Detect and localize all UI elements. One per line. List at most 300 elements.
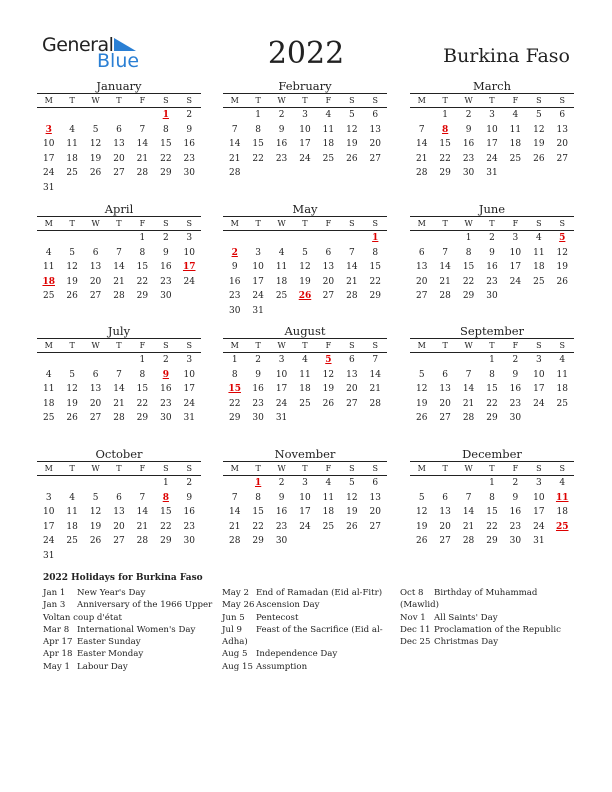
empty-cell bbox=[154, 549, 177, 564]
holiday-date: Aug 15 bbox=[222, 661, 253, 672]
day-cell: 3 bbox=[535, 478, 542, 488]
day-cell: 6 bbox=[442, 369, 448, 380]
day-cell: 23 bbox=[252, 398, 264, 409]
day-cell: 30 bbox=[486, 291, 498, 302]
week-row bbox=[37, 181, 201, 196]
empty-cell bbox=[107, 353, 130, 368]
weekday-label: W bbox=[464, 219, 473, 228]
empty-cell bbox=[37, 108, 60, 123]
weekday-label: F bbox=[512, 341, 519, 350]
day-cell: 14 bbox=[415, 139, 428, 150]
day-cell: 19 bbox=[89, 521, 102, 532]
day-cell: 12 bbox=[322, 369, 335, 380]
week-row bbox=[410, 382, 574, 397]
holiday-name: Easter Sunday bbox=[77, 637, 141, 648]
empty-cell bbox=[293, 534, 316, 549]
day-cell: 30 bbox=[509, 536, 522, 547]
day-cell: 27 bbox=[89, 413, 102, 424]
month-february bbox=[223, 79, 387, 181]
week-row bbox=[410, 397, 574, 412]
day-cell: 14 bbox=[113, 262, 125, 273]
day-cell: 29 bbox=[462, 291, 475, 302]
day-cell: 18 bbox=[322, 139, 335, 150]
day-cell: 13 bbox=[369, 124, 381, 135]
day-cell: 22 bbox=[369, 276, 381, 287]
day-cell: 23 bbox=[509, 398, 522, 409]
weekday-header bbox=[37, 217, 201, 231]
day-cell: 11 bbox=[322, 124, 335, 135]
day-cell: 21 bbox=[369, 384, 381, 395]
empty-cell bbox=[60, 476, 83, 491]
week-row bbox=[410, 491, 574, 506]
month-april bbox=[37, 202, 201, 304]
day-cell: 21 bbox=[136, 153, 149, 164]
week-row bbox=[223, 505, 387, 520]
day-cell: 26 bbox=[89, 536, 102, 547]
month-september bbox=[410, 324, 574, 426]
day-cell: 20 bbox=[439, 521, 451, 532]
day-cell: 8 bbox=[255, 492, 261, 503]
day-cell: 29 bbox=[160, 168, 172, 179]
day-cell: 9 bbox=[186, 124, 193, 135]
weekday-label: S bbox=[349, 341, 355, 350]
weekday-label: S bbox=[536, 341, 542, 350]
day-cell: 24 bbox=[299, 153, 311, 164]
holiday-item bbox=[222, 661, 397, 673]
weekday-label: T bbox=[442, 341, 448, 350]
day-cell: 9 bbox=[278, 124, 285, 135]
day-cell: 7 bbox=[465, 369, 472, 380]
holiday-date: Nov 1 bbox=[400, 612, 426, 623]
day-cell: 16 bbox=[486, 262, 498, 273]
weekday-label: W bbox=[277, 96, 286, 105]
day-cell: 31 bbox=[183, 413, 195, 424]
day-cell: 29 bbox=[486, 413, 498, 424]
day-cell: 5 bbox=[418, 492, 425, 503]
day-cell: 28 bbox=[113, 413, 125, 424]
day-cell: 27 bbox=[322, 291, 335, 302]
day-cell: 2 bbox=[512, 355, 519, 365]
weekday-header bbox=[37, 462, 201, 476]
day-cell: 14 bbox=[136, 507, 149, 518]
day-cell: 10 bbox=[183, 369, 195, 380]
day-cell: 4 bbox=[45, 247, 52, 258]
day-cell: 4 bbox=[559, 355, 566, 365]
month-november bbox=[223, 447, 387, 549]
week-row bbox=[223, 382, 387, 397]
empty-cell bbox=[457, 353, 480, 368]
day-cell: 7 bbox=[231, 492, 238, 503]
day-cell: 21 bbox=[113, 276, 125, 287]
empty-cell bbox=[270, 304, 293, 319]
weekday-label: S bbox=[186, 341, 192, 350]
day-cell: 5 bbox=[535, 110, 542, 120]
day-cell: 26 bbox=[66, 291, 78, 302]
holiday-item bbox=[222, 624, 397, 649]
holiday-date: May 26 bbox=[222, 600, 255, 611]
day-cell: 1 bbox=[139, 355, 146, 365]
holiday-item bbox=[222, 612, 397, 624]
day-cell: 6 bbox=[372, 478, 379, 488]
weekday-header bbox=[223, 94, 387, 108]
holiday-day: 8 bbox=[442, 124, 449, 135]
holiday-name: Assumption bbox=[256, 661, 308, 672]
holiday-date: Oct 8 bbox=[400, 588, 424, 598]
day-cell: 16 bbox=[160, 384, 172, 395]
day-cell: 1 bbox=[162, 478, 169, 488]
day-cell: 10 bbox=[299, 124, 311, 135]
month-title: August bbox=[223, 324, 387, 339]
holiday-date: Jul 9 bbox=[222, 624, 242, 635]
week-row bbox=[223, 304, 387, 319]
weekday-label: T bbox=[116, 464, 122, 473]
day-cell: 29 bbox=[228, 413, 241, 424]
day-cell: 7 bbox=[465, 492, 472, 503]
day-cell: 30 bbox=[183, 536, 195, 547]
day-cell: 6 bbox=[372, 110, 379, 120]
week-row bbox=[223, 353, 387, 368]
weekday-label: S bbox=[186, 96, 192, 105]
weekday-header bbox=[410, 94, 574, 108]
empty-cell bbox=[131, 476, 154, 491]
day-cell: 20 bbox=[415, 276, 428, 287]
week-row bbox=[37, 382, 201, 397]
weekday-label: M bbox=[230, 464, 239, 473]
day-cell: 17 bbox=[533, 384, 545, 395]
logo-text-blue: Blue bbox=[97, 50, 140, 72]
weekday-label: W bbox=[91, 96, 100, 105]
empty-cell bbox=[270, 166, 293, 181]
empty-cell bbox=[457, 476, 480, 491]
day-cell: 26 bbox=[322, 398, 335, 409]
day-cell: 5 bbox=[348, 478, 355, 488]
day-cell: 2 bbox=[278, 110, 285, 120]
day-cell: 23 bbox=[462, 153, 475, 164]
month-title: June bbox=[410, 202, 574, 217]
holiday-date: Jan 3 bbox=[43, 600, 66, 611]
day-cell: 13 bbox=[89, 384, 102, 395]
empty-cell bbox=[504, 166, 527, 181]
day-cell: 7 bbox=[231, 124, 238, 135]
week-row bbox=[410, 123, 574, 138]
day-cell: 7 bbox=[442, 247, 448, 258]
day-cell: 6 bbox=[116, 492, 122, 503]
day-cell: 11 bbox=[66, 507, 78, 518]
day-cell: 7 bbox=[139, 492, 146, 503]
day-cell: 5 bbox=[348, 110, 355, 120]
day-cell: 8 bbox=[372, 247, 379, 258]
day-cell: 20 bbox=[89, 276, 102, 287]
day-cell: 3 bbox=[512, 233, 519, 243]
day-cell: 5 bbox=[69, 369, 75, 380]
day-cell: 1 bbox=[231, 355, 238, 365]
holiday-date: May 2 bbox=[222, 588, 249, 598]
weekday-label: T bbox=[302, 464, 308, 473]
weekday-label: W bbox=[464, 96, 473, 105]
holiday-day: 17 bbox=[182, 262, 196, 273]
day-cell: 23 bbox=[160, 276, 172, 287]
day-cell: 19 bbox=[89, 153, 102, 164]
empty-cell bbox=[107, 231, 130, 246]
day-cell: 11 bbox=[556, 369, 568, 380]
day-cell: 11 bbox=[509, 124, 522, 135]
day-cell: 17 bbox=[299, 507, 311, 518]
empty-cell bbox=[527, 289, 550, 304]
weekday-label: W bbox=[91, 219, 100, 228]
day-cell: 30 bbox=[462, 168, 475, 179]
day-cell: 23 bbox=[275, 521, 288, 532]
day-cell: 30 bbox=[252, 413, 264, 424]
day-cell: 25 bbox=[299, 398, 311, 409]
empty-cell bbox=[246, 166, 269, 181]
empty-cell bbox=[60, 108, 83, 123]
day-cell: 12 bbox=[415, 384, 428, 395]
holiday-column bbox=[400, 587, 575, 648]
weekday-label: W bbox=[91, 464, 100, 473]
day-cell: 11 bbox=[42, 384, 55, 395]
week-row bbox=[223, 491, 387, 506]
day-cell: 28 bbox=[136, 536, 149, 547]
day-cell: 21 bbox=[462, 521, 475, 532]
day-cell: 13 bbox=[113, 139, 125, 150]
weekday-label: W bbox=[464, 464, 473, 473]
day-cell: 17 bbox=[275, 384, 288, 395]
weekday-header bbox=[37, 339, 201, 353]
weekday-label: S bbox=[372, 341, 378, 350]
holiday-date: Apr 18 bbox=[43, 649, 73, 660]
week-row bbox=[410, 411, 574, 426]
day-cell: 26 bbox=[533, 153, 545, 164]
empty-cell bbox=[270, 231, 293, 246]
day-cell: 19 bbox=[66, 276, 78, 287]
week-row bbox=[223, 108, 387, 123]
weekday-label: T bbox=[442, 464, 448, 473]
day-cell: 17 bbox=[533, 507, 545, 518]
day-cell: 21 bbox=[113, 398, 125, 409]
week-row bbox=[37, 476, 201, 491]
day-cell: 3 bbox=[302, 110, 308, 120]
day-cell: 7 bbox=[372, 355, 379, 365]
day-cell: 25 bbox=[275, 291, 288, 302]
weekday-label: M bbox=[417, 219, 426, 228]
day-cell: 2 bbox=[278, 478, 285, 488]
day-cell: 1 bbox=[442, 110, 448, 120]
day-cell: 11 bbox=[66, 139, 78, 150]
week-row bbox=[223, 534, 387, 549]
holiday-name: Independence Day bbox=[256, 649, 338, 660]
week-row bbox=[223, 368, 387, 383]
week-row bbox=[223, 476, 387, 491]
month-title: September bbox=[410, 324, 574, 339]
empty-cell bbox=[84, 476, 107, 491]
empty-cell bbox=[60, 549, 83, 564]
day-cell: 1 bbox=[489, 478, 495, 488]
day-cell: 3 bbox=[45, 492, 52, 503]
empty-cell bbox=[433, 476, 456, 491]
day-cell: 31 bbox=[42, 182, 55, 193]
day-cell: 1 bbox=[465, 233, 472, 243]
day-cell: 18 bbox=[299, 384, 311, 395]
day-cell: 15 bbox=[252, 507, 264, 518]
day-cell: 13 bbox=[439, 384, 451, 395]
day-cell: 14 bbox=[439, 262, 451, 273]
empty-cell bbox=[154, 181, 177, 196]
weekday-label: F bbox=[512, 96, 519, 105]
month-title: May bbox=[223, 202, 387, 217]
day-cell: 30 bbox=[509, 413, 522, 424]
day-cell: 22 bbox=[486, 398, 498, 409]
day-cell: 17 bbox=[42, 521, 55, 532]
week-row bbox=[37, 368, 201, 383]
empty-cell bbox=[551, 289, 574, 304]
day-cell: 20 bbox=[346, 384, 358, 395]
day-cell: 15 bbox=[160, 139, 172, 150]
holiday-day: 2 bbox=[231, 247, 238, 258]
day-cell: 20 bbox=[439, 398, 451, 409]
weekday-label: F bbox=[139, 96, 146, 105]
weekday-label: T bbox=[255, 219, 261, 228]
weekday-label: S bbox=[349, 464, 355, 473]
day-cell: 26 bbox=[346, 521, 358, 532]
weekday-label: M bbox=[44, 464, 53, 473]
day-cell: 22 bbox=[228, 398, 241, 409]
weekday-label: S bbox=[559, 341, 565, 350]
empty-cell bbox=[60, 353, 83, 368]
holiday-date: May 1 bbox=[43, 661, 70, 672]
day-cell: 20 bbox=[113, 153, 125, 164]
weekday-label: T bbox=[489, 219, 495, 228]
day-cell: 9 bbox=[162, 247, 169, 258]
holiday-date: Jun 5 bbox=[222, 612, 245, 623]
day-cell: 19 bbox=[346, 507, 358, 518]
holiday-day: 1 bbox=[372, 233, 379, 243]
day-cell: 20 bbox=[369, 507, 381, 518]
day-cell: 14 bbox=[228, 507, 241, 518]
holiday-item bbox=[43, 587, 218, 599]
day-cell: 24 bbox=[299, 521, 311, 532]
weekday-label: F bbox=[325, 464, 332, 473]
day-cell: 22 bbox=[252, 153, 264, 164]
weekday-label: S bbox=[372, 96, 378, 105]
day-cell: 7 bbox=[139, 124, 146, 135]
day-cell: 18 bbox=[322, 507, 335, 518]
day-cell: 15 bbox=[136, 384, 149, 395]
empty-cell bbox=[293, 304, 316, 319]
day-cell: 9 bbox=[278, 492, 285, 503]
logo-text-general: General bbox=[42, 34, 114, 56]
day-cell: 27 bbox=[113, 168, 125, 179]
empty-cell bbox=[410, 231, 433, 246]
day-cell: 9 bbox=[512, 369, 519, 380]
day-cell: 16 bbox=[183, 139, 195, 150]
weekday-label: M bbox=[230, 96, 239, 105]
day-cell: 8 bbox=[465, 247, 472, 258]
empty-cell bbox=[433, 353, 456, 368]
week-row bbox=[410, 152, 574, 167]
day-cell: 8 bbox=[139, 247, 146, 258]
day-cell: 5 bbox=[418, 369, 425, 380]
day-cell: 15 bbox=[369, 262, 381, 273]
day-cell: 16 bbox=[462, 139, 475, 150]
day-cell: 6 bbox=[325, 247, 332, 258]
day-cell: 31 bbox=[42, 550, 55, 561]
month-may bbox=[223, 202, 387, 319]
weekday-label: S bbox=[349, 96, 355, 105]
weekday-label: S bbox=[163, 219, 169, 228]
empty-cell bbox=[317, 534, 340, 549]
day-cell: 10 bbox=[509, 247, 522, 258]
week-row bbox=[410, 108, 574, 123]
week-row bbox=[37, 152, 201, 167]
day-cell: 12 bbox=[299, 262, 311, 273]
week-row bbox=[410, 260, 574, 275]
holiday-name: Easter Monday bbox=[77, 649, 144, 660]
day-cell: 13 bbox=[322, 262, 335, 273]
weekday-label: W bbox=[91, 341, 100, 350]
empty-cell bbox=[340, 231, 363, 246]
month-title: March bbox=[410, 79, 574, 94]
weekday-label: S bbox=[536, 464, 542, 473]
day-cell: 3 bbox=[535, 355, 542, 365]
week-row bbox=[410, 166, 574, 181]
day-cell: 17 bbox=[509, 262, 522, 273]
day-cell: 1 bbox=[489, 355, 495, 365]
week-row bbox=[223, 520, 387, 535]
weekday-label: S bbox=[372, 219, 378, 228]
holiday-item bbox=[400, 587, 575, 612]
weekday-header bbox=[223, 217, 387, 231]
empty-cell bbox=[131, 549, 154, 564]
weekday-label: S bbox=[559, 96, 565, 105]
day-cell: 24 bbox=[533, 521, 545, 532]
day-cell: 18 bbox=[66, 521, 78, 532]
holiday-day: 1 bbox=[255, 478, 262, 488]
day-cell: 22 bbox=[486, 521, 498, 532]
day-cell: 7 bbox=[116, 247, 122, 258]
week-row bbox=[37, 260, 201, 275]
day-cell: 21 bbox=[439, 276, 451, 287]
day-cell: 31 bbox=[533, 536, 545, 547]
weekday-label: F bbox=[139, 341, 146, 350]
day-cell: 13 bbox=[346, 369, 358, 380]
holiday-item bbox=[43, 636, 218, 648]
day-cell: 2 bbox=[186, 110, 193, 120]
day-cell: 13 bbox=[369, 492, 381, 503]
day-cell: 8 bbox=[255, 124, 261, 135]
empty-cell bbox=[293, 411, 316, 426]
day-cell: 10 bbox=[252, 262, 264, 273]
week-row bbox=[223, 289, 387, 304]
day-cell: 6 bbox=[348, 355, 355, 365]
holiday-day: 9 bbox=[162, 369, 169, 380]
empty-cell bbox=[504, 289, 527, 304]
day-cell: 10 bbox=[42, 139, 55, 150]
empty-cell bbox=[178, 181, 201, 196]
empty-cell bbox=[364, 411, 387, 426]
day-cell: 23 bbox=[183, 153, 195, 164]
empty-cell bbox=[293, 166, 316, 181]
day-cell: 22 bbox=[462, 276, 475, 287]
day-cell: 18 bbox=[66, 153, 78, 164]
day-cell: 15 bbox=[439, 139, 451, 150]
day-cell: 12 bbox=[89, 507, 102, 518]
day-cell: 20 bbox=[322, 276, 335, 287]
holiday-day: 1 bbox=[162, 110, 169, 120]
day-cell: 23 bbox=[183, 521, 195, 532]
week-row bbox=[410, 476, 574, 491]
weekday-label: M bbox=[44, 96, 53, 105]
day-cell: 27 bbox=[439, 413, 451, 424]
